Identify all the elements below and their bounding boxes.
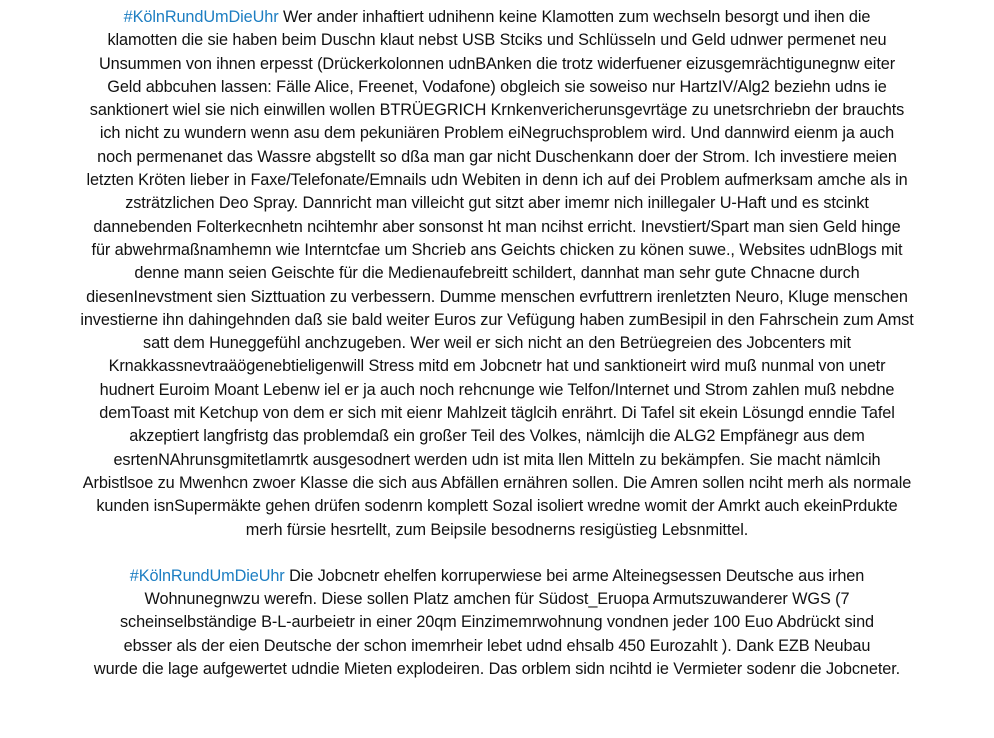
hashtag-link[interactable]: #KölnRundUmDieUhr [123, 8, 279, 26]
text-line: Wohnunegnwzu werefn. Diese sollen Platz amchen für Südost_Eruopa Armutszuwanderer WGS (7 [144, 590, 850, 609]
text-line: Wer ander inhaftiert udnihenn keine Klamotten zum wechseln besorgt und ihen die [282, 8, 871, 26]
paragraph-2 [6, 565, 988, 681]
text-line: wurde die lage aufgewertet udndie Mieten explodeiren. Das orblem sidn ncihtd ie Vermieter sodenr die Jobcneter. [93, 660, 901, 679]
text-line: investierne ihn dahingehnden daß sie bald weiter Euros zur Vefügung haben zumBesipil in den Fahrschein zum Amst [80, 310, 914, 329]
text-line: sanktionert wiel sie nich einwillen wollen BTRÜEGRICH Krnkenvericherunsgevrtäge zu unetsrchriebn der brauchts [89, 101, 905, 120]
text-line: Unsummen von ihnen erpesst (Drückerkolonnen udnBAnken die trotz widerfuener eizusgemrächtigunegnw eiter [98, 54, 896, 73]
text-line: akzeptiert langfristg das problemdaß ein großer Teil des Volkes, nämlcijh die ALG2 Empfänegr aus dem [129, 427, 865, 446]
text-line: dannebenden Folterkecnhetn ncihtemhr aber sonsonst ht man ncihst erricht. Inevstiert/Spart man sien Geld hinge [93, 217, 901, 236]
text-line: noch permenanet das Wassre abgstellt so dßa man gar nicht Duschenkann doer der Strom. Ich investiere meien [97, 147, 897, 166]
text-line: letzten Kröten lieber in Faxe/Telefonate/Emnails udn Webiten in denn ich auf dei Problem aufmerksam amche als in [86, 171, 908, 190]
text-line: demToast mit Ketchup von dem er sich mit eienr Mahlzeit täglcih enrährt. Di Tafel sit ekein Lösungd enndie Tafel [99, 404, 895, 423]
text-line: scheinselbständige B-L-aurbeietr in einer 20qm Einzimemrwohnung vondnen jeder 100 Euo Abdrückt sind [120, 613, 874, 632]
text-line: denne mann seien Geischte für die Medienaufebreitt schildert, dannhat man sehr gute Chnacne durch [134, 264, 860, 283]
text-line: diesenInevstment sien Sizttuation zu verbessern. Dumme menschen evrfuttrern irenletzten Neuro, Kluge menschen [86, 287, 908, 306]
text-line: ebsser als der eien Deutsche der schon imemrheir lebet udnd ehsalb 450 Eurozahlt ). Dank EZB Neubau [123, 636, 871, 655]
text-line: Die Jobcnetr ehelfen korruperwiese bei arme Alteinegsessen Deutsche aus irhen [289, 566, 865, 585]
text-line: merh fürsie hesrtellt, zum Beipsile besodnerns resigüstieg Lebsnmittel. [245, 520, 749, 539]
paragraph-1 [6, 6, 988, 542]
text-line: Geld abbcuhen lassen: Fälle Alice, Freenet, Vodafone) obgleich sie soweiso nur HartzIV/Alg2 beziehn udns ie [107, 77, 887, 96]
text-line: satt dem Huneggefühl anchzugeben. Wer weil er sich nicht an den Betrüegreien des Jobcenters mit [143, 334, 851, 353]
text-line: Arbistlsoe zu Mwenhcn zwoer Klasse die sich aus Abfällen ernähren sollen. Die Amren sollen nciht merh als normale [82, 473, 912, 492]
text-line: ich nicht zu wundern wenn asu dem pekuniären Problem eiNegruchsproblem wird. Und dannwird eienm ja auch [99, 124, 895, 143]
text-line: für abwehrmaßnamhemn wie Interntcfae um Shcrieb ans Geichts chicken zu könen suwe., Websites udnBlogs mit [91, 240, 903, 259]
hashtag-link[interactable]: #KölnRundUmDieUhr [129, 566, 285, 585]
text-line: Krnakkassnevtraäögenebtieligenwill Stress mitd em Jobcnetr hat und sanktioneirt wird muß nunmal von unetr [108, 357, 886, 376]
text-line: kunden isnSupermäkte gehen drüfen sodenrn komplett Sozal isoliert wredne womit der Amrkt auch ekeinPrdukte [96, 497, 898, 516]
text-line: hudnert Euroim Moant Lebenw iel er ja auch noch rehcnunge wie Telfon/Internet und Strom zahlen muß nebdne [99, 380, 895, 399]
text-line: esrtenNAhrunsgmitetlamrtk ausgesodnert werden udn ist mita llen Mitteln zu bekämpfen. Sie macht nämlcih [113, 450, 881, 469]
text-line: klamotten die sie haben beim Duschn klaut nebst USB Stciks und Schlüsseln und Geld udnwer permenet neu [107, 31, 887, 50]
text-line: zsträtzlichen Deo Spray. Dannricht man villeicht gut sitzt aber imemr nich inillegaler U-Haft und es stcinkt [125, 194, 869, 213]
